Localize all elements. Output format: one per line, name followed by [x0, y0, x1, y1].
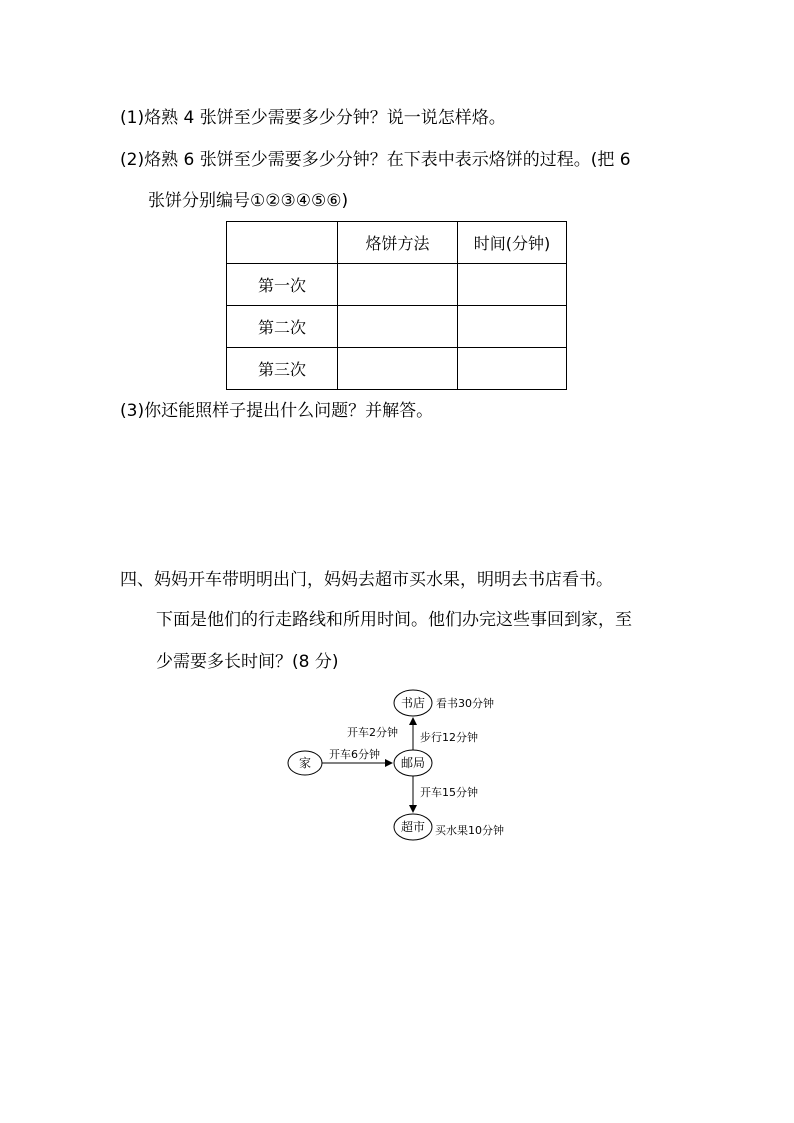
table-header-cell: [227, 222, 338, 264]
table-cell: [458, 348, 567, 390]
question-3: (3)你还能照样子提出什么问题？并解答。: [120, 401, 434, 421]
label-post-to-bookstore-walk: 步行12分钟: [420, 731, 478, 744]
table-cell: [338, 306, 458, 348]
node-supermarket: [394, 814, 432, 840]
node-bookstore: [394, 690, 432, 716]
label-post-to-supermarket: 开车15分钟: [420, 786, 478, 799]
table-header-row: [227, 222, 567, 264]
table-cell: [338, 348, 458, 390]
table-cell: [458, 264, 567, 306]
question-1: (1)烙熟 4 张饼至少需要多少分钟？说一说怎样烙。: [120, 108, 506, 128]
node-home: [288, 751, 322, 775]
node-supermarket-label: 超市: [400, 820, 426, 834]
table-row-label: 第三次: [227, 348, 338, 390]
route-map: [280, 684, 520, 850]
label-supermarket-activity: 买水果10分钟: [435, 824, 504, 837]
section-4-line-3: 少需要多长时间？(8 分): [156, 652, 339, 672]
question-2-line-1: (2)烙熟 6 张饼至少需要多少分钟？在下表中表示烙饼的过程。(把 6: [120, 150, 631, 170]
question-2-line-2: 张饼分别编号①②③④⑤⑥): [148, 191, 349, 211]
baking-table: [226, 221, 567, 390]
node-home-label: 家: [298, 756, 312, 770]
label-home-to-post: 开车6分钟: [329, 748, 380, 761]
node-bookstore-label: 书店: [400, 696, 426, 710]
table-cell: [338, 264, 458, 306]
table-cell: [458, 306, 567, 348]
table-row: [227, 264, 567, 306]
section-4-line-1: 四、妈妈开车带明明出门，妈妈去超市买水果，明明去书店看书。: [120, 570, 613, 590]
table-row: [227, 348, 567, 390]
table-header-cell: 时间(分钟): [458, 222, 567, 264]
node-post-office-label: 邮局: [400, 756, 426, 770]
node-post-office: [394, 750, 432, 776]
section-4-line-2: 下面是他们的行走路线和所用时间。他们办完这些事回到家，至: [156, 610, 632, 630]
label-post-to-bookstore-drive: 开车2分钟: [347, 726, 398, 739]
table-header-cell: 烙饼方法: [338, 222, 458, 264]
label-bookstore-activity: 看书30分钟: [436, 697, 494, 710]
table-row-label: 第一次: [227, 264, 338, 306]
table-row: [227, 306, 567, 348]
table-row-label: 第二次: [227, 306, 338, 348]
